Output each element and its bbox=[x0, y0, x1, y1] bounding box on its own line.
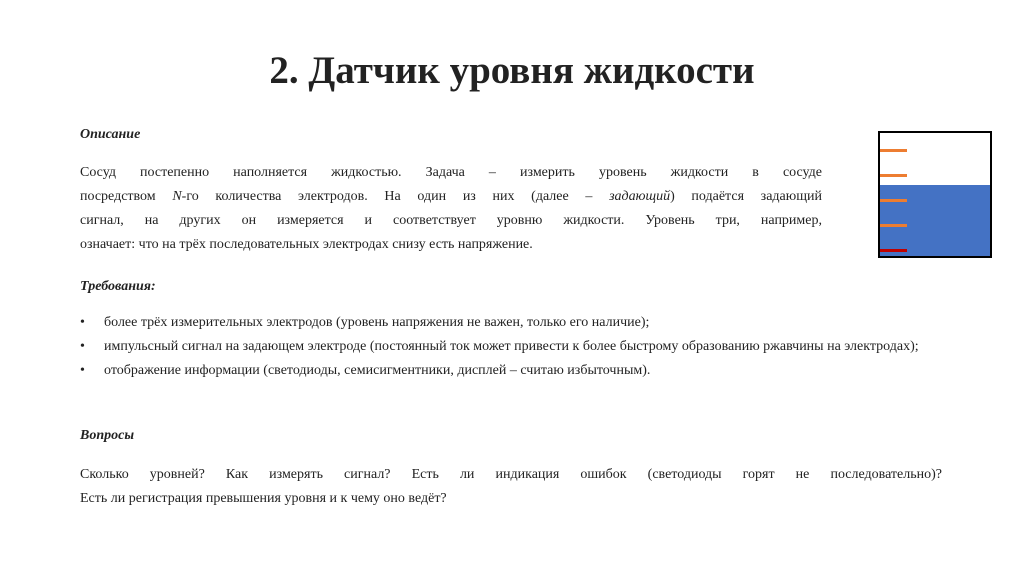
electrode-marker bbox=[880, 149, 907, 152]
bullet-icon: • bbox=[80, 339, 85, 354]
list-item: • отображение информации (светодиоды, семисигментники, дисплей – считаю избыточным). bbox=[80, 359, 942, 383]
questions-line: Сколько уровней? Как измерять сигнал? Есть ли индикация ошибок (светодиоды горят не последовательно)? bbox=[80, 467, 942, 482]
description-line: посредством N-го количества электродов. На один из них (далее – задающий) подаётся задающий bbox=[80, 189, 822, 204]
questions-heading: Вопросы bbox=[80, 428, 135, 443]
bullet-icon: • bbox=[80, 315, 85, 330]
electrode-marker bbox=[880, 249, 907, 252]
description-line: сигнал, на других он измеряется и соответствует уровню жидкости. Уровень три, например, bbox=[80, 213, 822, 228]
questions-line: Есть ли регистрация превышения уровня и к чему оно ведёт? bbox=[80, 491, 447, 506]
liquid-fill bbox=[880, 185, 990, 256]
list-item: • более трёх измерительных электродов (уровень напряжения не важен, только его наличие); bbox=[80, 311, 942, 335]
electrode-marker bbox=[880, 174, 907, 177]
description-heading: Описание bbox=[80, 127, 141, 142]
vessel-diagram bbox=[878, 131, 992, 258]
electrode-marker bbox=[880, 224, 907, 227]
slide-title: 2. Датчик уровня жидкости bbox=[269, 49, 755, 92]
questions-paragraph bbox=[80, 463, 942, 511]
electrode-marker bbox=[880, 199, 907, 202]
description-paragraph bbox=[80, 161, 822, 257]
bullet-icon: • bbox=[80, 363, 85, 378]
description-line: означает: что на трёх последовательных электродах снизу есть напряжение. bbox=[80, 237, 533, 252]
description-line: Сосуд постепенно наполняется жидкостью. Задача – измерить уровень жидкости в сосуде bbox=[80, 165, 822, 180]
list-item: • импульсный сигнал на задающем электроде (постоянный ток может привести к более быстрому образованию ржавчины на электродах); bbox=[80, 335, 942, 359]
requirements-list bbox=[80, 311, 942, 383]
requirements-heading: Требования: bbox=[80, 279, 156, 294]
